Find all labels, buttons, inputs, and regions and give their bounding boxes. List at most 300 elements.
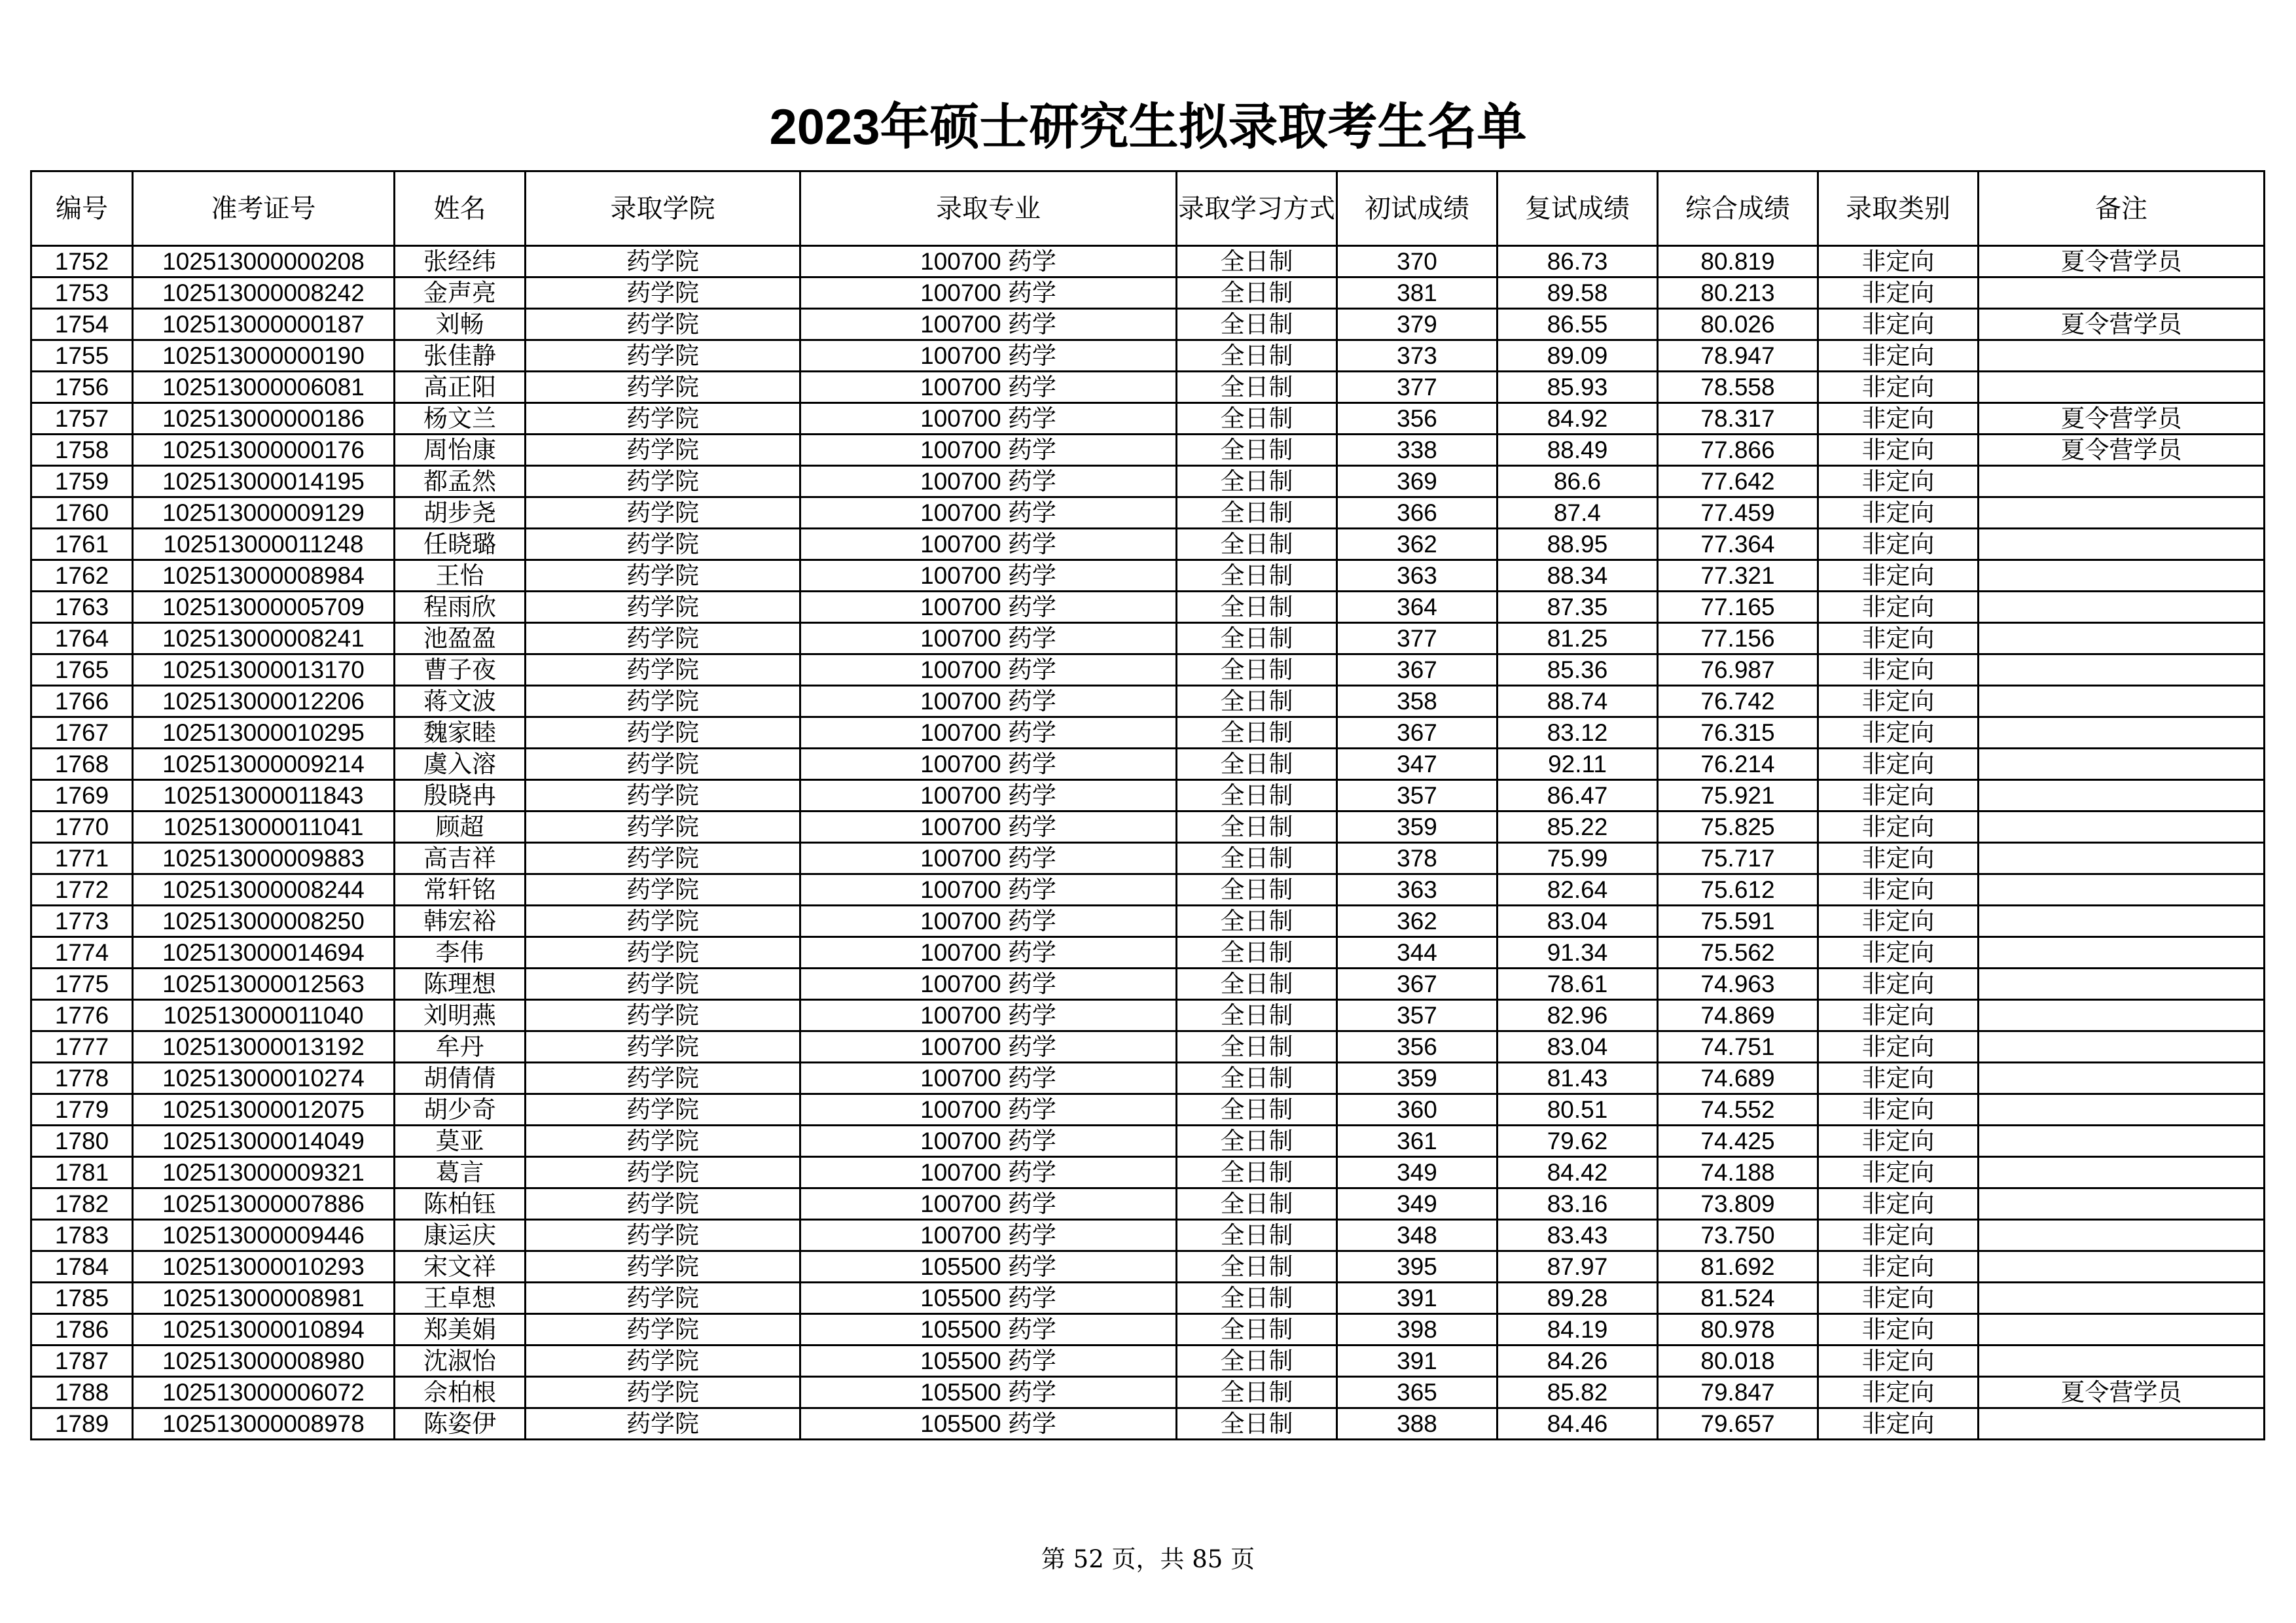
cell-retest-score: 89.28 <box>1498 1283 1658 1314</box>
cell-retest-score: 88.49 <box>1498 435 1658 466</box>
table-row <box>31 812 2265 843</box>
cell-major: 105500 药学 <box>800 1346 1177 1377</box>
cell-remarks: 夏令营学员 <box>1979 246 2265 277</box>
cell-major: 100700 药学 <box>800 812 1177 843</box>
cell-name: 池盈盈 <box>395 623 526 654</box>
cell-remarks <box>1979 560 2265 592</box>
table-row <box>31 937 2265 969</box>
cell-category: 非定向 <box>1818 1408 1979 1440</box>
cell-exam-id: 102513000008244 <box>133 874 395 906</box>
cell-study-mode: 全日制 <box>1177 1031 1337 1063</box>
table-row <box>31 1188 2265 1220</box>
cell-initial-score: 388 <box>1337 1408 1498 1440</box>
cell-number: 1770 <box>31 812 133 843</box>
cell-college: 药学院 <box>526 906 800 937</box>
cell-name: 胡倩倩 <box>395 1063 526 1094</box>
cell-number: 1788 <box>31 1377 133 1408</box>
cell-remarks <box>1979 466 2265 497</box>
cell-name: 宋文祥 <box>395 1251 526 1283</box>
cell-major: 100700 药学 <box>800 466 1177 497</box>
cell-number: 1785 <box>31 1283 133 1314</box>
cell-retest-score: 84.46 <box>1498 1408 1658 1440</box>
cell-exam-id: 102513000008981 <box>133 1283 395 1314</box>
cell-name: 王卓想 <box>395 1283 526 1314</box>
cell-number: 1760 <box>31 497 133 529</box>
table-row <box>31 1408 2265 1440</box>
cell-name: 顾超 <box>395 812 526 843</box>
cell-initial-score: 364 <box>1337 592 1498 623</box>
cell-remarks <box>1979 843 2265 874</box>
cell-initial-score: 338 <box>1337 435 1498 466</box>
cell-remarks <box>1979 623 2265 654</box>
cell-category: 非定向 <box>1818 906 1979 937</box>
cell-exam-id: 102513000011248 <box>133 529 395 560</box>
cell-college: 药学院 <box>526 1031 800 1063</box>
cell-total-score: 78.317 <box>1658 403 1818 435</box>
table-header-row <box>31 171 2265 246</box>
cell-initial-score: 395 <box>1337 1251 1498 1283</box>
cell-total-score: 76.214 <box>1658 749 1818 780</box>
cell-name: 胡少奇 <box>395 1094 526 1126</box>
column-header-category: 录取类别 <box>1818 171 1979 246</box>
cell-total-score: 80.018 <box>1658 1346 1818 1377</box>
cell-college: 药学院 <box>526 1314 800 1346</box>
cell-total-score: 75.717 <box>1658 843 1818 874</box>
cell-college: 药学院 <box>526 497 800 529</box>
cell-name: 王怡 <box>395 560 526 592</box>
cell-name: 陈理想 <box>395 969 526 1000</box>
cell-total-score: 77.364 <box>1658 529 1818 560</box>
cell-number: 1758 <box>31 435 133 466</box>
cell-remarks <box>1979 1126 2265 1157</box>
cell-category: 非定向 <box>1818 340 1979 372</box>
cell-college: 药学院 <box>526 654 800 686</box>
cell-total-score: 74.751 <box>1658 1031 1818 1063</box>
cell-study-mode: 全日制 <box>1177 717 1337 749</box>
cell-study-mode: 全日制 <box>1177 277 1337 309</box>
cell-name: 陈柏钰 <box>395 1188 526 1220</box>
cell-study-mode: 全日制 <box>1177 560 1337 592</box>
cell-total-score: 74.963 <box>1658 969 1818 1000</box>
table-row <box>31 497 2265 529</box>
cell-number: 1779 <box>31 1094 133 1126</box>
cell-study-mode: 全日制 <box>1177 1283 1337 1314</box>
cell-retest-score: 86.73 <box>1498 246 1658 277</box>
cell-number: 1763 <box>31 592 133 623</box>
cell-retest-score: 84.26 <box>1498 1346 1658 1377</box>
table-row <box>31 1220 2265 1251</box>
cell-total-score: 79.657 <box>1658 1408 1818 1440</box>
cell-category: 非定向 <box>1818 435 1979 466</box>
cell-study-mode: 全日制 <box>1177 403 1337 435</box>
cell-major: 100700 药学 <box>800 1126 1177 1157</box>
cell-total-score: 81.524 <box>1658 1283 1818 1314</box>
cell-total-score: 74.869 <box>1658 1000 1818 1031</box>
cell-name: 常轩铭 <box>395 874 526 906</box>
cell-total-score: 80.213 <box>1658 277 1818 309</box>
cell-category: 非定向 <box>1818 1346 1979 1377</box>
cell-major: 105500 药学 <box>800 1314 1177 1346</box>
cell-total-score: 78.947 <box>1658 340 1818 372</box>
cell-college: 药学院 <box>526 812 800 843</box>
cell-major: 100700 药学 <box>800 937 1177 969</box>
column-header-total-score: 综合成绩 <box>1658 171 1818 246</box>
page-footer: 第 52 页，共 85 页 <box>1041 1545 1255 1573</box>
cell-study-mode: 全日制 <box>1177 592 1337 623</box>
table-row <box>31 246 2265 277</box>
table-row <box>31 874 2265 906</box>
cell-category: 非定向 <box>1818 1063 1979 1094</box>
cell-study-mode: 全日制 <box>1177 1346 1337 1377</box>
cell-major: 100700 药学 <box>800 592 1177 623</box>
cell-study-mode: 全日制 <box>1177 1377 1337 1408</box>
cell-total-score: 77.459 <box>1658 497 1818 529</box>
cell-category: 非定向 <box>1818 529 1979 560</box>
table-row <box>31 340 2265 372</box>
cell-number: 1765 <box>31 654 133 686</box>
cell-major: 100700 药学 <box>800 1031 1177 1063</box>
cell-exam-id: 102513000006072 <box>133 1377 395 1408</box>
cell-major: 100700 药学 <box>800 1094 1177 1126</box>
cell-category: 非定向 <box>1818 592 1979 623</box>
cell-major: 100700 药学 <box>800 403 1177 435</box>
cell-retest-score: 86.47 <box>1498 780 1658 812</box>
cell-remarks <box>1979 1346 2265 1377</box>
cell-major: 100700 药学 <box>800 780 1177 812</box>
table-row <box>31 309 2265 340</box>
table-row <box>31 1283 2265 1314</box>
cell-study-mode: 全日制 <box>1177 969 1337 1000</box>
cell-remarks <box>1979 1094 2265 1126</box>
cell-exam-id: 102513000010295 <box>133 717 395 749</box>
cell-name: 虞入溶 <box>395 749 526 780</box>
cell-number: 1755 <box>31 340 133 372</box>
cell-initial-score: 378 <box>1337 843 1498 874</box>
cell-retest-score: 84.92 <box>1498 403 1658 435</box>
cell-remarks <box>1979 874 2265 906</box>
cell-remarks <box>1979 340 2265 372</box>
cell-initial-score: 359 <box>1337 812 1498 843</box>
cell-major: 100700 药学 <box>800 843 1177 874</box>
cell-remarks <box>1979 749 2265 780</box>
table-row <box>31 969 2265 1000</box>
cell-initial-score: 357 <box>1337 780 1498 812</box>
cell-major: 100700 药学 <box>800 497 1177 529</box>
cell-number: 1756 <box>31 372 133 403</box>
cell-name: 韩宏裕 <box>395 906 526 937</box>
cell-exam-id: 102513000010274 <box>133 1063 395 1094</box>
table-row <box>31 780 2265 812</box>
cell-college: 药学院 <box>526 1283 800 1314</box>
cell-major: 100700 药学 <box>800 749 1177 780</box>
cell-number: 1780 <box>31 1126 133 1157</box>
table-row <box>31 1251 2265 1283</box>
cell-retest-score: 87.97 <box>1498 1251 1658 1283</box>
cell-number: 1782 <box>31 1188 133 1220</box>
column-header-college: 录取学院 <box>526 171 800 246</box>
cell-category: 非定向 <box>1818 937 1979 969</box>
cell-remarks <box>1979 937 2265 969</box>
cell-study-mode: 全日制 <box>1177 1157 1337 1188</box>
cell-college: 药学院 <box>526 1408 800 1440</box>
cell-remarks <box>1979 1220 2265 1251</box>
cell-total-score: 80.026 <box>1658 309 1818 340</box>
cell-category: 非定向 <box>1818 1094 1979 1126</box>
cell-study-mode: 全日制 <box>1177 749 1337 780</box>
cell-retest-score: 88.34 <box>1498 560 1658 592</box>
column-header-name: 姓名 <box>395 171 526 246</box>
cell-initial-score: 365 <box>1337 1377 1498 1408</box>
cell-remarks <box>1979 497 2265 529</box>
cell-college: 药学院 <box>526 246 800 277</box>
cell-college: 药学院 <box>526 560 800 592</box>
cell-initial-score: 356 <box>1337 1031 1498 1063</box>
cell-name: 沈淑怡 <box>395 1346 526 1377</box>
table-row <box>31 1314 2265 1346</box>
cell-major: 100700 药学 <box>800 560 1177 592</box>
cell-category: 非定向 <box>1818 654 1979 686</box>
cell-retest-score: 84.42 <box>1498 1157 1658 1188</box>
cell-retest-score: 87.4 <box>1498 497 1658 529</box>
cell-retest-score: 86.55 <box>1498 309 1658 340</box>
cell-college: 药学院 <box>526 1000 800 1031</box>
cell-name: 高正阳 <box>395 372 526 403</box>
cell-major: 105500 药学 <box>800 1283 1177 1314</box>
cell-college: 药学院 <box>526 843 800 874</box>
column-header-study-mode: 录取学习方式 <box>1177 171 1337 246</box>
cell-major: 100700 药学 <box>800 529 1177 560</box>
cell-retest-score: 89.09 <box>1498 340 1658 372</box>
cell-initial-score: 373 <box>1337 340 1498 372</box>
cell-retest-score: 91.34 <box>1498 937 1658 969</box>
cell-college: 药学院 <box>526 623 800 654</box>
cell-retest-score: 83.04 <box>1498 1031 1658 1063</box>
cell-remarks: 夏令营学员 <box>1979 435 2265 466</box>
cell-name: 魏家睦 <box>395 717 526 749</box>
table-row <box>31 1031 2265 1063</box>
cell-study-mode: 全日制 <box>1177 623 1337 654</box>
cell-retest-score: 85.93 <box>1498 372 1658 403</box>
cell-name: 牟丹 <box>395 1031 526 1063</box>
cell-study-mode: 全日制 <box>1177 1000 1337 1031</box>
cell-study-mode: 全日制 <box>1177 780 1337 812</box>
cell-exam-id: 102513000000176 <box>133 435 395 466</box>
cell-retest-score: 85.22 <box>1498 812 1658 843</box>
cell-study-mode: 全日制 <box>1177 1063 1337 1094</box>
cell-college: 药学院 <box>526 780 800 812</box>
cell-initial-score: 356 <box>1337 403 1498 435</box>
cell-category: 非定向 <box>1818 1283 1979 1314</box>
cell-exam-id: 102513000010293 <box>133 1251 395 1283</box>
cell-exam-id: 102513000008242 <box>133 277 395 309</box>
table-row <box>31 686 2265 717</box>
cell-major: 100700 药学 <box>800 372 1177 403</box>
cell-number: 1759 <box>31 466 133 497</box>
cell-retest-score: 88.95 <box>1498 529 1658 560</box>
cell-total-score: 76.987 <box>1658 654 1818 686</box>
cell-major: 100700 药学 <box>800 309 1177 340</box>
table-row <box>31 749 2265 780</box>
cell-study-mode: 全日制 <box>1177 843 1337 874</box>
cell-name: 刘畅 <box>395 309 526 340</box>
cell-number: 1786 <box>31 1314 133 1346</box>
cell-college: 药学院 <box>526 1251 800 1283</box>
cell-exam-id: 102513000011843 <box>133 780 395 812</box>
column-header-initial-score: 初试成绩 <box>1337 171 1498 246</box>
cell-total-score: 76.315 <box>1658 717 1818 749</box>
cell-category: 非定向 <box>1818 1000 1979 1031</box>
cell-college: 药学院 <box>526 686 800 717</box>
cell-study-mode: 全日制 <box>1177 340 1337 372</box>
table-row <box>31 435 2265 466</box>
table-row <box>31 1157 2265 1188</box>
cell-total-score: 74.552 <box>1658 1094 1818 1126</box>
cell-name: 陈姿伊 <box>395 1408 526 1440</box>
column-header-remarks: 备注 <box>1979 171 2265 246</box>
cell-college: 药学院 <box>526 403 800 435</box>
cell-category: 非定向 <box>1818 466 1979 497</box>
cell-category: 非定向 <box>1818 874 1979 906</box>
cell-number: 1771 <box>31 843 133 874</box>
cell-name: 胡步尧 <box>395 497 526 529</box>
cell-initial-score: 369 <box>1337 466 1498 497</box>
cell-initial-score: 391 <box>1337 1283 1498 1314</box>
cell-retest-score: 87.35 <box>1498 592 1658 623</box>
cell-retest-score: 85.36 <box>1498 654 1658 686</box>
cell-category: 非定向 <box>1818 1377 1979 1408</box>
cell-number: 1789 <box>31 1408 133 1440</box>
cell-name: 张经纬 <box>395 246 526 277</box>
cell-total-score: 73.809 <box>1658 1188 1818 1220</box>
cell-retest-score: 84.19 <box>1498 1314 1658 1346</box>
cell-number: 1753 <box>31 277 133 309</box>
cell-initial-score: 377 <box>1337 623 1498 654</box>
cell-major: 100700 药学 <box>800 874 1177 906</box>
cell-exam-id: 102513000010894 <box>133 1314 395 1346</box>
table-row <box>31 466 2265 497</box>
table-row <box>31 717 2265 749</box>
table-row <box>31 560 2265 592</box>
cell-initial-score: 344 <box>1337 937 1498 969</box>
cell-retest-score: 81.25 <box>1498 623 1658 654</box>
cell-major: 100700 药学 <box>800 1188 1177 1220</box>
cell-total-score: 77.866 <box>1658 435 1818 466</box>
cell-study-mode: 全日制 <box>1177 1314 1337 1346</box>
cell-major: 105500 药学 <box>800 1377 1177 1408</box>
cell-number: 1778 <box>31 1063 133 1094</box>
cell-category: 非定向 <box>1818 1220 1979 1251</box>
cell-major: 100700 药学 <box>800 340 1177 372</box>
column-header-retest-score: 复试成绩 <box>1498 171 1658 246</box>
cell-remarks <box>1979 277 2265 309</box>
cell-total-score: 77.165 <box>1658 592 1818 623</box>
cell-college: 药学院 <box>526 340 800 372</box>
cell-total-score: 74.188 <box>1658 1157 1818 1188</box>
cell-retest-score: 82.96 <box>1498 1000 1658 1031</box>
cell-name: 李伟 <box>395 937 526 969</box>
cell-retest-score: 86.6 <box>1498 466 1658 497</box>
cell-college: 药学院 <box>526 749 800 780</box>
cell-category: 非定向 <box>1818 1157 1979 1188</box>
cell-study-mode: 全日制 <box>1177 654 1337 686</box>
cell-college: 药学院 <box>526 969 800 1000</box>
cell-major: 100700 药学 <box>800 435 1177 466</box>
cell-exam-id: 102513000012206 <box>133 686 395 717</box>
cell-major: 100700 药学 <box>800 969 1177 1000</box>
cell-total-score: 78.558 <box>1658 372 1818 403</box>
cell-exam-id: 102513000009129 <box>133 497 395 529</box>
cell-retest-score: 83.04 <box>1498 906 1658 937</box>
column-header-exam-id: 准考证号 <box>133 171 395 246</box>
cell-total-score: 80.978 <box>1658 1314 1818 1346</box>
cell-exam-id: 102513000011040 <box>133 1000 395 1031</box>
cell-category: 非定向 <box>1818 372 1979 403</box>
cell-initial-score: 357 <box>1337 1000 1498 1031</box>
cell-college: 药学院 <box>526 1126 800 1157</box>
cell-exam-id: 102513000013192 <box>133 1031 395 1063</box>
cell-study-mode: 全日制 <box>1177 435 1337 466</box>
cell-retest-score: 83.16 <box>1498 1188 1658 1220</box>
cell-college: 药学院 <box>526 1157 800 1188</box>
cell-study-mode: 全日制 <box>1177 874 1337 906</box>
cell-remarks <box>1979 1251 2265 1283</box>
cell-name: 金声亮 <box>395 277 526 309</box>
cell-remarks <box>1979 529 2265 560</box>
cell-total-score: 81.692 <box>1658 1251 1818 1283</box>
cell-study-mode: 全日制 <box>1177 466 1337 497</box>
cell-study-mode: 全日制 <box>1177 937 1337 969</box>
cell-exam-id: 102513000012563 <box>133 969 395 1000</box>
cell-major: 100700 药学 <box>800 1157 1177 1188</box>
cell-major: 100700 药学 <box>800 246 1177 277</box>
cell-college: 药学院 <box>526 309 800 340</box>
table-row <box>31 906 2265 937</box>
cell-initial-score: 360 <box>1337 1094 1498 1126</box>
cell-number: 1754 <box>31 309 133 340</box>
cell-exam-id: 102513000014694 <box>133 937 395 969</box>
cell-exam-id: 102513000014195 <box>133 466 395 497</box>
cell-total-score: 75.825 <box>1658 812 1818 843</box>
cell-remarks <box>1979 686 2265 717</box>
table-row <box>31 1126 2265 1157</box>
cell-exam-id: 102513000000187 <box>133 309 395 340</box>
cell-initial-score: 362 <box>1337 906 1498 937</box>
cell-remarks <box>1979 592 2265 623</box>
cell-exam-id: 102513000008984 <box>133 560 395 592</box>
cell-name: 莫亚 <box>395 1126 526 1157</box>
cell-category: 非定向 <box>1818 560 1979 592</box>
cell-college: 药学院 <box>526 1220 800 1251</box>
cell-total-score: 80.819 <box>1658 246 1818 277</box>
cell-remarks: 夏令营学员 <box>1979 309 2265 340</box>
cell-college: 药学院 <box>526 1094 800 1126</box>
cell-initial-score: 379 <box>1337 309 1498 340</box>
cell-study-mode: 全日制 <box>1177 1188 1337 1220</box>
cell-remarks <box>1979 906 2265 937</box>
cell-initial-score: 347 <box>1337 749 1498 780</box>
cell-number: 1772 <box>31 874 133 906</box>
cell-name: 郑美娟 <box>395 1314 526 1346</box>
cell-exam-id: 102513000009883 <box>133 843 395 874</box>
cell-category: 非定向 <box>1818 780 1979 812</box>
cell-category: 非定向 <box>1818 843 1979 874</box>
cell-exam-id: 102513000005709 <box>133 592 395 623</box>
table-row <box>31 1063 2265 1094</box>
cell-remarks <box>1979 1408 2265 1440</box>
cell-name: 高吉祥 <box>395 843 526 874</box>
cell-total-score: 74.425 <box>1658 1126 1818 1157</box>
cell-total-score: 77.642 <box>1658 466 1818 497</box>
